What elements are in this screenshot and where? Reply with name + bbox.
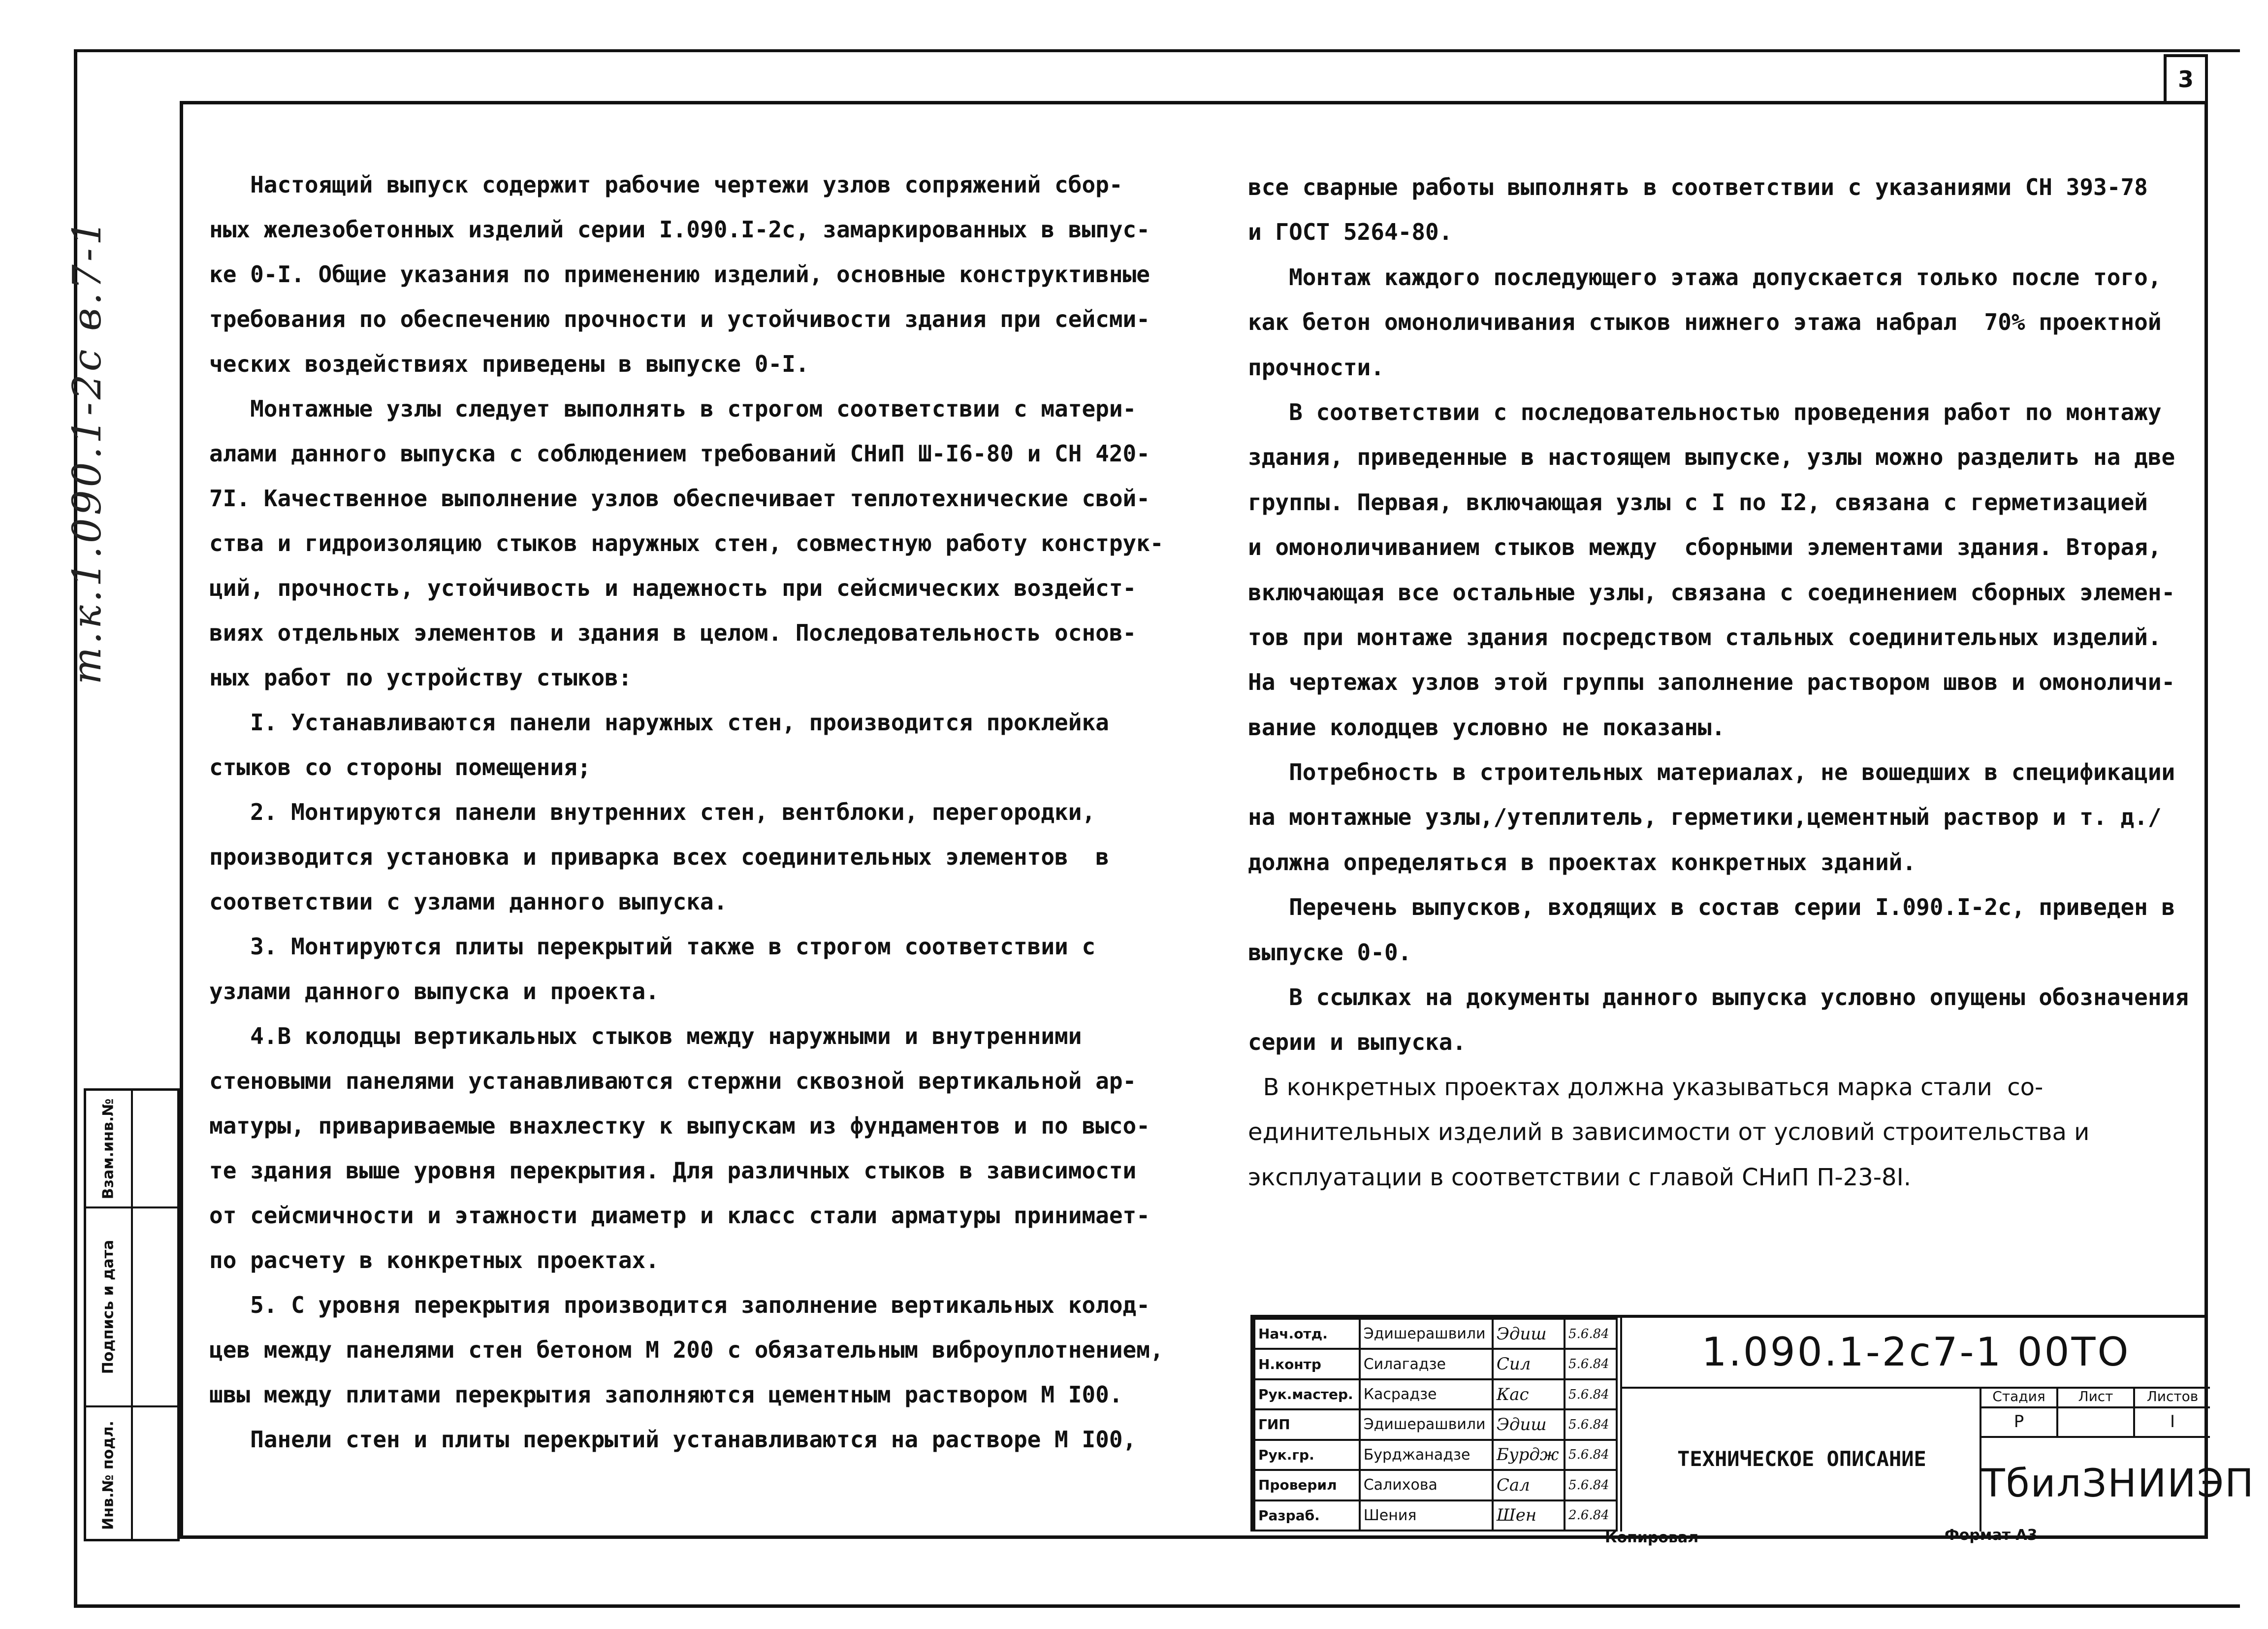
text-line: I. Устанавливаются панели наружных стен, производится проклейка — [209, 709, 1109, 736]
signature-date: 5.6.84 — [1565, 1319, 1617, 1349]
text-line: тов при монтаже здания посредством стальных соединительных изделий. — [1248, 623, 2162, 651]
stamp-cell-replacement — [86, 1091, 131, 1208]
stage-header: Стадия — [1981, 1387, 2056, 1408]
text-line: ке 0-I. Общие указания по применению изделий, основные конструктивные — [209, 261, 1150, 288]
sheet-header: Лист — [2058, 1387, 2133, 1408]
signature-date: 5.6.84 — [1565, 1349, 1617, 1379]
stamp-label-replacement: Взам.инв.№ — [99, 1098, 117, 1199]
signature-row — [1254, 1379, 1617, 1409]
signature-row — [1254, 1319, 1617, 1349]
text-line: Панели стен и плиты перекрытий устанавливаются на растворе М I00, — [209, 1426, 1137, 1453]
text-line: узлами данного выпуска и проекта. — [209, 978, 659, 1005]
stamp-cell-inventory — [86, 1407, 131, 1543]
signature-role: Нач.отд. — [1254, 1319, 1360, 1349]
signature-role: Н.контр — [1254, 1349, 1360, 1379]
text-line: здания, приведенные в настоящем выпуске, узлы можно разделить на две — [1248, 444, 2175, 471]
text-line: В ссылках на документы данного выпуска условно опущены обозначения — [1248, 984, 2189, 1011]
margin-stamp — [84, 1088, 180, 1541]
signature-mark: Бурдж — [1493, 1440, 1565, 1470]
sheet-cell — [2058, 1387, 2135, 1436]
signature-mark: Сал — [1493, 1470, 1565, 1500]
text-line: швы между плитами перекрытия заполняются цементным раствором М I00. — [209, 1381, 1123, 1408]
signature-mark: Эдиш — [1493, 1319, 1565, 1349]
stamp-value-column — [133, 1091, 178, 1539]
stage-cell — [1981, 1387, 2058, 1436]
stamp-label-column — [86, 1091, 133, 1539]
sheets-value: I — [2170, 1412, 2175, 1432]
text-line: как бетон омоноличивания стыков нижнего этажа набрал 70% проектной — [1248, 309, 2162, 336]
text-line: ных работ по устройству стыков: — [209, 664, 632, 691]
text-line: вание колодцев условно не показаны. — [1248, 714, 1725, 741]
text-line: те здания выше уровня перекрытия. Для различных стыков в зависимости — [209, 1157, 1137, 1184]
signature-role: ГИП — [1254, 1409, 1360, 1439]
signature-name: Шения — [1360, 1500, 1493, 1531]
signature-date: 5.6.84 — [1565, 1379, 1617, 1409]
copied-by-label: Копировал — [1605, 1529, 1699, 1546]
text-line: по расчету в конкретных проектах. — [209, 1247, 659, 1273]
text-line: алами данного выпуска с соблюдением требований СНиП Ш-I6-80 и СН 420- — [209, 440, 1150, 467]
format-label: Формат А3 — [1945, 1527, 2038, 1544]
text-line: прочности. — [1248, 354, 1384, 381]
stamp-label-inventory: Инв.№ подл. — [99, 1420, 117, 1530]
signature-mark: Кас — [1493, 1379, 1565, 1409]
document-code: 1.090.1-2с7-1 00ТО — [1620, 1318, 2210, 1389]
text-line: стыков со стороны помещения; — [209, 754, 591, 781]
signature-date: 2.6.84 — [1565, 1500, 1617, 1531]
text-line: В соответствии с последовательностью проведения работ по монтажу — [1248, 398, 2162, 425]
text-line: и омоноличиванием стыков между сборными элементами здания. Вторая, — [1248, 534, 2162, 561]
signature-role: Рук.мастер. — [1254, 1379, 1360, 1409]
stage-sheet-block — [1980, 1387, 2210, 1438]
stamp-cell-signature — [86, 1208, 131, 1407]
text-line: 4.В колодцы вертикальных стыков между наружными и внутренними — [209, 1023, 1082, 1049]
text-line: производится установка и приварка всех соединительных элементов в — [209, 844, 1109, 870]
stage-value: Р — [2013, 1412, 2024, 1432]
stamp-label-signature: Подпись и дата — [99, 1239, 117, 1374]
text-line: эксплуатации в соответствии с главой СНиП П-23-8I. — [1248, 1163, 1911, 1191]
text-line: и ГОСТ 5264-80. — [1248, 219, 1453, 246]
text-line: должна определяться в проектах конкретных зданий. — [1248, 848, 1917, 876]
text-line: единительных изделий в зависимости от условий строительства и — [1248, 1118, 2090, 1146]
signature-role: Разраб. — [1254, 1500, 1360, 1531]
text-line: серии и выпуска. — [1248, 1029, 1467, 1056]
handwritten-archive-code: т.к.1.090.1-2с в.7-1 — [64, 217, 110, 684]
signature-date: 5.6.84 — [1565, 1470, 1617, 1500]
text-line: матуры, привариваемые внахлестку к выпускам из фундаментов и по высо- — [209, 1112, 1150, 1139]
text-line: Монтаж каждого последующего этажа допускается только после того, — [1248, 263, 2162, 291]
signature-name: Салихова — [1360, 1470, 1493, 1500]
text-line: 5. С уровня перекрытия производится заполнение вертикальных колод- — [209, 1292, 1150, 1318]
page-number: 3 — [2164, 54, 2208, 101]
signature-name: Эдишерашвили — [1360, 1319, 1493, 1349]
organization-name: ТбилЗНИИЭП — [1980, 1436, 2210, 1531]
signature-name: Эдишерашвили — [1360, 1409, 1493, 1439]
signature-mark: Сил — [1493, 1349, 1565, 1379]
text-line: требования по обеспечению прочности и устойчивости здания при сейсми- — [209, 306, 1150, 332]
text-line: стеновыми панелями устанавливаются стержни сквозной вертикальной ар- — [209, 1068, 1137, 1094]
signature-date: 5.6.84 — [1565, 1409, 1617, 1439]
text-line: ций, прочность, устойчивость и надежность при сейсмических воздейст- — [209, 575, 1137, 601]
text-line: Настоящий выпуск содержит рабочие чертежи узлов сопряжений сбор- — [209, 171, 1123, 198]
text-line: ных железобетонных изделий серии I.090.I-2с, замаркированных в выпус- — [209, 216, 1150, 243]
text-line: Потребность в строительных материалах, не вошедших в спецификации — [1248, 759, 2175, 786]
signature-name: Бурджанадзе — [1360, 1440, 1493, 1470]
signature-row — [1254, 1440, 1617, 1470]
signature-role: Проверил — [1254, 1470, 1360, 1500]
text-line: 7I. Качественное выполнение узлов обеспечивает теплотехнические свой- — [209, 485, 1150, 512]
text-line: виях отдельных элементов и здания в целом. Последовательность основ- — [209, 619, 1137, 646]
text-line: все сварные работы выполнять в соответствии с указаниями СН 393-78 — [1248, 174, 2148, 200]
body-text-right-column — [1248, 165, 2189, 1200]
text-line: ческих воздействиях приведены в выпуске 0-I. — [209, 351, 809, 377]
title-block — [1250, 1315, 2255, 1531]
sheets-cell — [2135, 1387, 2210, 1436]
signature-date: 5.6.84 — [1565, 1440, 1617, 1470]
body-text-left-column — [209, 163, 1164, 1462]
text-line: включающая все остальные узлы, связана с соединением сборных элемен- — [1248, 579, 2175, 606]
document-title: ТЕХНИЧЕСКОЕ ОПИСАНИЕ — [1620, 1387, 1981, 1531]
text-line: 2. Монтируются панели внутренних стен, вентблоки, перегородки, — [209, 799, 1096, 825]
text-line: На чертежах узлов этой группы заполнение раствором швов и омоноличи- — [1248, 669, 2175, 696]
signature-row — [1254, 1500, 1617, 1531]
signature-role: Рук.гр. — [1254, 1440, 1360, 1470]
sheets-header: Листов — [2135, 1387, 2210, 1408]
text-line: Перечень выпусков, входящих в состав серии I.090.I-2с, приведен в — [1248, 894, 2175, 921]
signature-row — [1254, 1349, 1617, 1379]
signature-row — [1254, 1409, 1617, 1439]
signature-mark: Шен — [1493, 1500, 1565, 1531]
signature-name: Силагадзе — [1360, 1349, 1493, 1379]
text-line: В конкретных проектах должна указываться марка стали со- — [1248, 1073, 2044, 1101]
text-line: цев между панелями стен бетоном М 200 с обязательным виброуплотнением, — [209, 1336, 1164, 1363]
signature-table — [1253, 1318, 1618, 1531]
text-line: от сейсмичности и этажности диаметр и класс стали арматуры принимает- — [209, 1202, 1150, 1229]
text-line: 3. Монтируются плиты перекрытий также в строгом соответствии с — [209, 933, 1096, 960]
signature-row — [1254, 1470, 1617, 1500]
signature-mark: Эдиш — [1493, 1409, 1565, 1439]
text-line: ства и гидроизоляцию стыков наружных стен, совместную работу конструк- — [209, 530, 1164, 556]
text-line: соответствии с узлами данного выпуска. — [209, 888, 728, 915]
signature-name: Касрадзе — [1360, 1379, 1493, 1409]
text-line: на монтажные узлы,/утеплитель, герметики,цементный раствор и т. д./ — [1248, 804, 2162, 831]
text-line: выпуске 0-0. — [1248, 939, 1412, 966]
text-line: Монтажные узлы следует выполнять в строгом соответствии с матери- — [209, 395, 1137, 422]
text-line: группы. Первая, включающая узлы с I по I2, связана с герметизацией — [1248, 489, 2148, 516]
